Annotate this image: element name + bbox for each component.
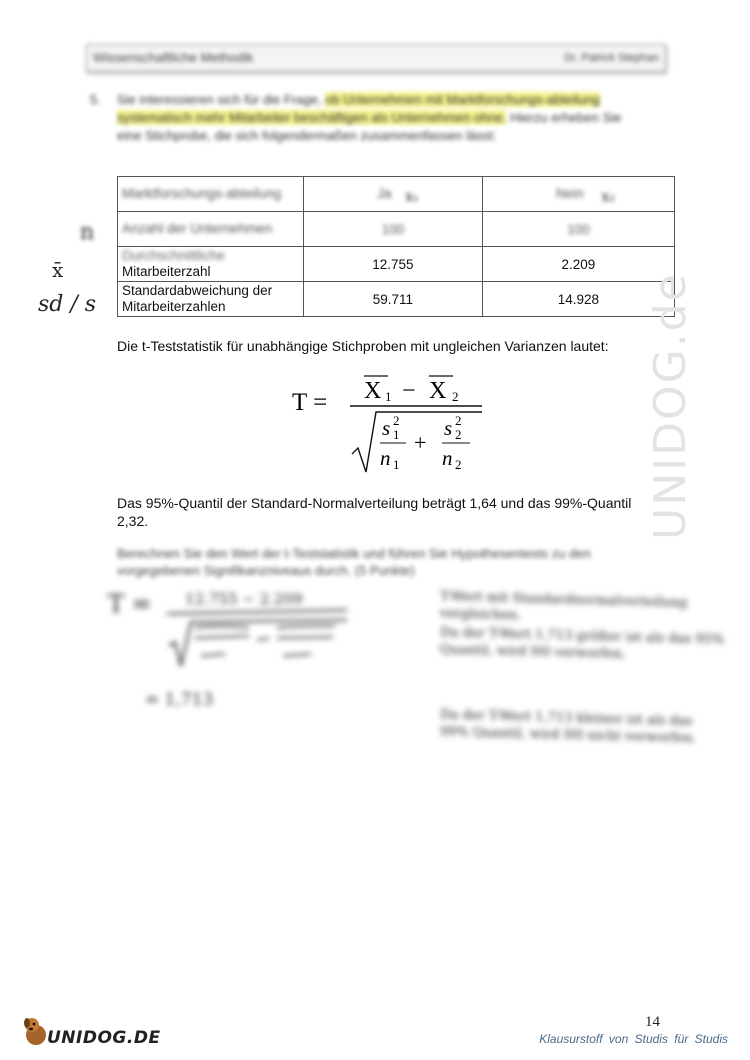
question-post: Hierzu erheben Sie eine Stichprobe, die sich folgendermaßen zusammenfassen lässt:: [117, 110, 622, 143]
formula-x1sub: 1: [385, 389, 392, 404]
formula-sq: 2: [393, 413, 400, 428]
handwritten-note-3: Da der T-Wert 1,713 kleiner ist als das 99% Quantil, wird H0 nicht verworfen.: [439, 707, 697, 747]
handwritten-x1: x₁: [405, 189, 419, 205]
table-row-label-clear: Mitarbeiterzahl: [122, 264, 211, 279]
t-statistic-formula: [292, 368, 492, 478]
question-number: 5.: [90, 92, 101, 107]
table-header-nein-text: Nein: [555, 186, 584, 201]
formula-n2: n: [442, 446, 453, 470]
data-table: [117, 176, 675, 317]
watermark: UNIDOG.de: [645, 272, 696, 540]
handwritten-x2: x₂: [601, 189, 615, 205]
handwritten-sd: sd / s: [38, 292, 97, 317]
table-header-ja-text: Ja: [377, 186, 392, 201]
handwritten-result: = 1,713: [145, 690, 214, 710]
footer-slogan: Klausurstoff von Studis für Studis: [539, 1032, 728, 1046]
table-row-label: Anzahl der Unternehmen: [118, 212, 304, 247]
page-number: 14: [645, 1014, 660, 1030]
quantile-text: Das 95%-Quantil der Standard-Normalverteilung beträgt 1,64 und das 99%-Quantil 2,32.: [117, 495, 632, 529]
formula-s1sub: 1: [393, 427, 400, 442]
handwritten-xbar: x̄: [52, 258, 64, 282]
table-row-label: [118, 247, 304, 282]
handwritten-fraction-lines: [165, 608, 350, 670]
dog-logo-icon: [22, 1015, 50, 1047]
table-cell: 14.928: [482, 282, 674, 317]
formula-x1: X: [364, 378, 382, 404]
svg-text:−: −: [402, 378, 416, 404]
logo-text: UNIDOG.DE: [47, 1028, 161, 1048]
handwritten-n: n: [80, 220, 95, 245]
formula-n1sub: 1: [393, 457, 400, 472]
question-text: [90, 91, 647, 145]
table-row-label: Standardabweichung der Mitarbeiterzahlen: [118, 282, 304, 317]
handwritten-note-2: Da der T-Wert 1,713 größer ist als das 95% Quantil, wird H0 verworfen.: [439, 625, 725, 662]
table-cell: 100: [482, 212, 674, 247]
svg-text:+: +: [414, 430, 427, 455]
table-cell: 100: [304, 212, 483, 247]
task-text: Berechnen Sie den Wert der t-Teststatistik und führen Sie Hypothesentests zu den vorgegebenen Signifikanzniveaus durch. (5 Punkte): [117, 546, 591, 578]
formula-n2sub: 2: [455, 457, 462, 472]
formula-n1: n: [380, 446, 391, 470]
formula-s2: s: [444, 416, 453, 440]
formula-s1: s: [382, 416, 391, 440]
question-pre: Sie interessieren sich für die Frage,: [117, 92, 326, 107]
formula-x2sub: 2: [452, 389, 459, 404]
handwritten-T: T =: [108, 590, 152, 618]
handwritten-note-1: T-Wert mit Standardnormalverteilung vergleichen.: [439, 589, 688, 624]
header-author: Dr. Patrick Stephan: [564, 52, 659, 64]
table-cell: 59.711: [304, 282, 483, 317]
formula-lhs: T =: [292, 389, 328, 416]
table-row-label-blurred: Durchschnittliche: [122, 248, 225, 263]
table-header-nein: [482, 177, 674, 212]
svg-text:2: 2: [455, 413, 462, 428]
header-title: Wissenschaftliche Methodik: [93, 50, 254, 65]
table-header-ja: [304, 177, 483, 212]
formula-s2sub: 2: [455, 427, 462, 442]
t-statistic-text: Die t-Teststatistik für unabhängige Stichproben mit ungleichen Varianzen lautet:: [117, 338, 609, 354]
table-cell: 12.755: [304, 247, 483, 282]
page-header: [86, 44, 666, 72]
question-highlight: ob Unternehmen mit Marktforschungs-abteilung systematisch mehr Mitarbeiter beschäftigen als Unternehmen ohne.: [117, 92, 600, 125]
table-header-label: Marktforschungs-abteilung: [118, 177, 304, 212]
handwritten-numerator: 12.755 − 2.209: [185, 590, 303, 608]
table-cell: 2.209: [482, 247, 674, 282]
formula-x2: X: [429, 378, 447, 404]
